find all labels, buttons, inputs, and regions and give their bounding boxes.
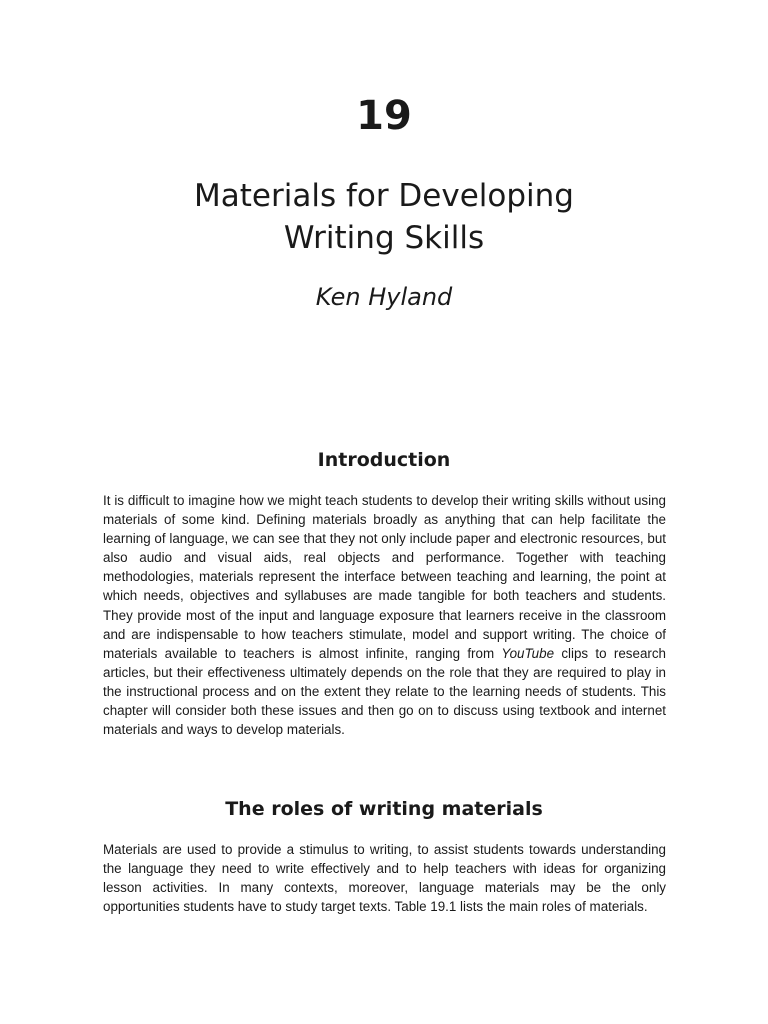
- introduction-text-part-2: clips to research articles, but their effectiveness ultimately depends on the role that they are required to play in the instructional process and on the extent they relate to the learning needs of students. This chapter will consider both these issues and then go on to discuss using textbook and internet materials and ways to develop materials.: [103, 645, 666, 738]
- section-heading-roles-of-writing-materials: The roles of writing materials: [225, 798, 543, 820]
- chapter-number: 19: [356, 93, 412, 139]
- author-name: Ken Hyland: [315, 283, 453, 311]
- chapter-title: [0, 175, 768, 259]
- section-heading-introduction: Introduction: [317, 449, 451, 471]
- roles-paragraph: Materials are used to provide a stimulus to writing, to assist students towards understanding the language they need to write effectively and to help teachers with ideas for organizing lesson activities. In many contexts, moreover, language materials may be the only opportunities students have to study target texts. Table 19.1 lists the main roles of materials.: [103, 842, 666, 915]
- introduction-paragraph: [103, 491, 666, 739]
- chapter-title-line-1: Materials for Developing: [194, 178, 574, 214]
- introduction-text-part-1: It is difficult to imagine how we might teach students to develop their writing skills without using materials of some kind. Defining materials broadly as anything that can help facilitate the learning of language, we can see that they not only include paper and electronic resources, but also audio and visual aids, real objects and performance. Together with teaching methodologies, materials represent the interface between teaching and learning, the point at which needs, objectives and syllabuses are made tangible for both teachers and students. They provide most of the input and language exposure that learners receive in the classroom and are indispensable to how teachers stimulate, model and support writing. The choice of materials available to teachers is almost infinite, ranging from: [103, 493, 666, 661]
- chapter-title-line-2: Writing Skills: [283, 220, 485, 256]
- youtube-italic-term: YouTube: [501, 645, 555, 661]
